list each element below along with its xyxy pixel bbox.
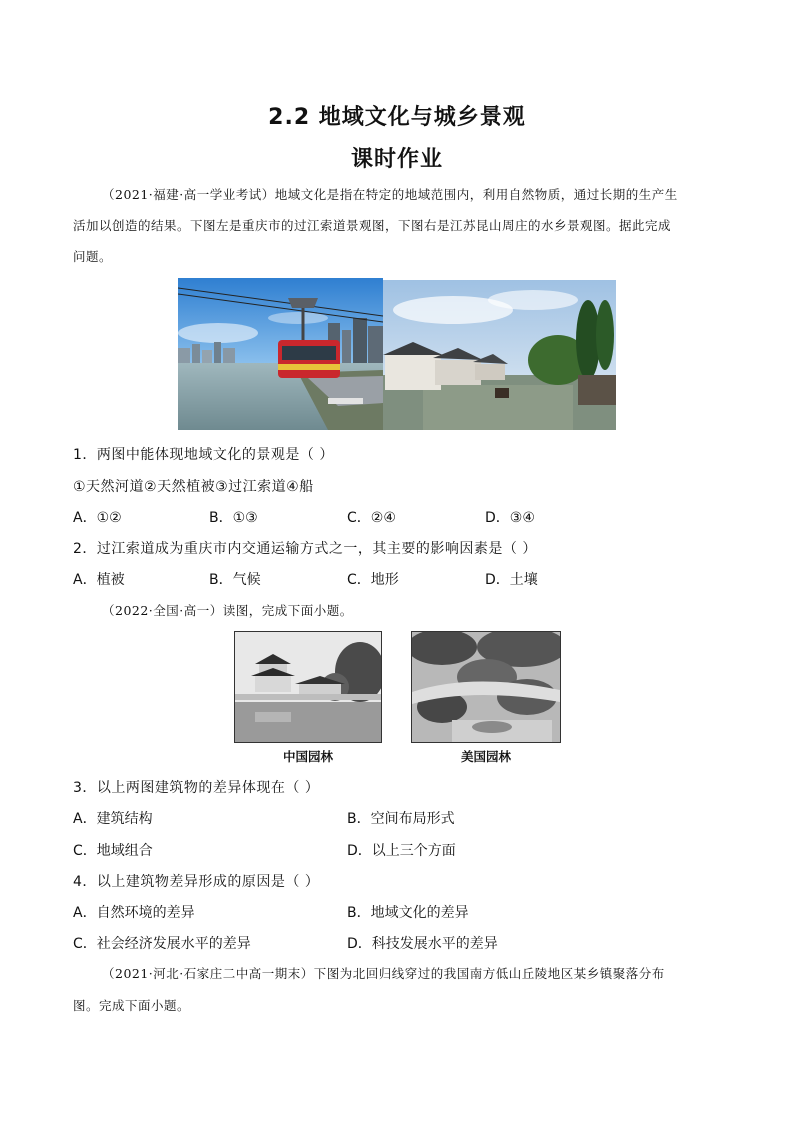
- q1-option-d[interactable]: D．③④: [485, 510, 535, 526]
- q2-option-c[interactable]: C．地形: [347, 572, 399, 588]
- q4-option-b[interactable]: B．地域文化的差异: [347, 905, 469, 921]
- caption-american-garden: 美国园林: [460, 749, 511, 764]
- q1-stem: 1．两图中能体现地域文化的景观是（ ）: [73, 447, 334, 463]
- q2-option-a[interactable]: A．植被: [73, 572, 125, 588]
- q4-option-c[interactable]: C．社会经济发展水平的差异: [73, 936, 251, 952]
- q3-option-b[interactable]: B．空间布局形式: [347, 811, 455, 827]
- zhouzhuang-watertown-photo: [383, 280, 616, 430]
- q2-option-b[interactable]: B．气候: [209, 572, 261, 588]
- chongqing-cableway-photo: [178, 278, 383, 430]
- group3-intro-line1: （2021·河北·石家庄二中高一期末）下图为北回归线穿过的我国南方低山丘陵地区某乡镇聚落分布: [102, 966, 665, 981]
- chinese-garden-photo: [234, 631, 382, 743]
- group1-intro-line1: （2021·福建·高一学业考试）地域文化是指在特定的地域范围内，利用自然物质，通过长期的生产生: [102, 187, 678, 202]
- q1-option-b[interactable]: B．①③: [209, 510, 258, 526]
- group3-intro-line2: 图。完成下面小题。: [73, 998, 191, 1013]
- q2-option-d[interactable]: D．土壤: [485, 572, 538, 588]
- q4-option-a[interactable]: A．自然环境的差异: [73, 905, 195, 921]
- q3-stem: 3．以上两图建筑物的差异体现在（ ）: [73, 780, 320, 796]
- american-garden-photo: [411, 631, 561, 743]
- q1-option-a[interactable]: A．①②: [73, 510, 122, 526]
- q1-items: ①天然河道②天然植被③过江索道④船: [73, 479, 314, 495]
- q4-option-d[interactable]: D．科技发展水平的差异: [347, 936, 498, 952]
- q3-option-d[interactable]: D．以上三个方面: [347, 843, 456, 859]
- q3-option-c[interactable]: C．地域组合: [73, 843, 153, 859]
- q2-stem: 2．过江索道成为重庆市内交通运输方式之一，其主要的影响因素是（ ）: [73, 541, 537, 557]
- page-title: 2.2 地域文化与城乡景观: [268, 105, 526, 130]
- group1-intro-line2: 活加以创造的结果。下图左是重庆市的过江索道景观图，下图右是江苏昆山周庄的水乡景观图。据此完成: [73, 218, 672, 233]
- page-subtitle: 课时作业: [350, 147, 443, 172]
- q1-option-c[interactable]: C．②④: [347, 510, 396, 526]
- q3-option-a[interactable]: A．建筑结构: [73, 811, 153, 827]
- group2-intro: （2022·全国·高一）读图，完成下面小题。: [102, 603, 353, 618]
- q4-stem: 4．以上建筑物差异形成的原因是（ ）: [73, 874, 320, 890]
- caption-chinese-garden: 中国园林: [282, 749, 333, 764]
- group1-intro-line3: 问题。: [73, 249, 113, 264]
